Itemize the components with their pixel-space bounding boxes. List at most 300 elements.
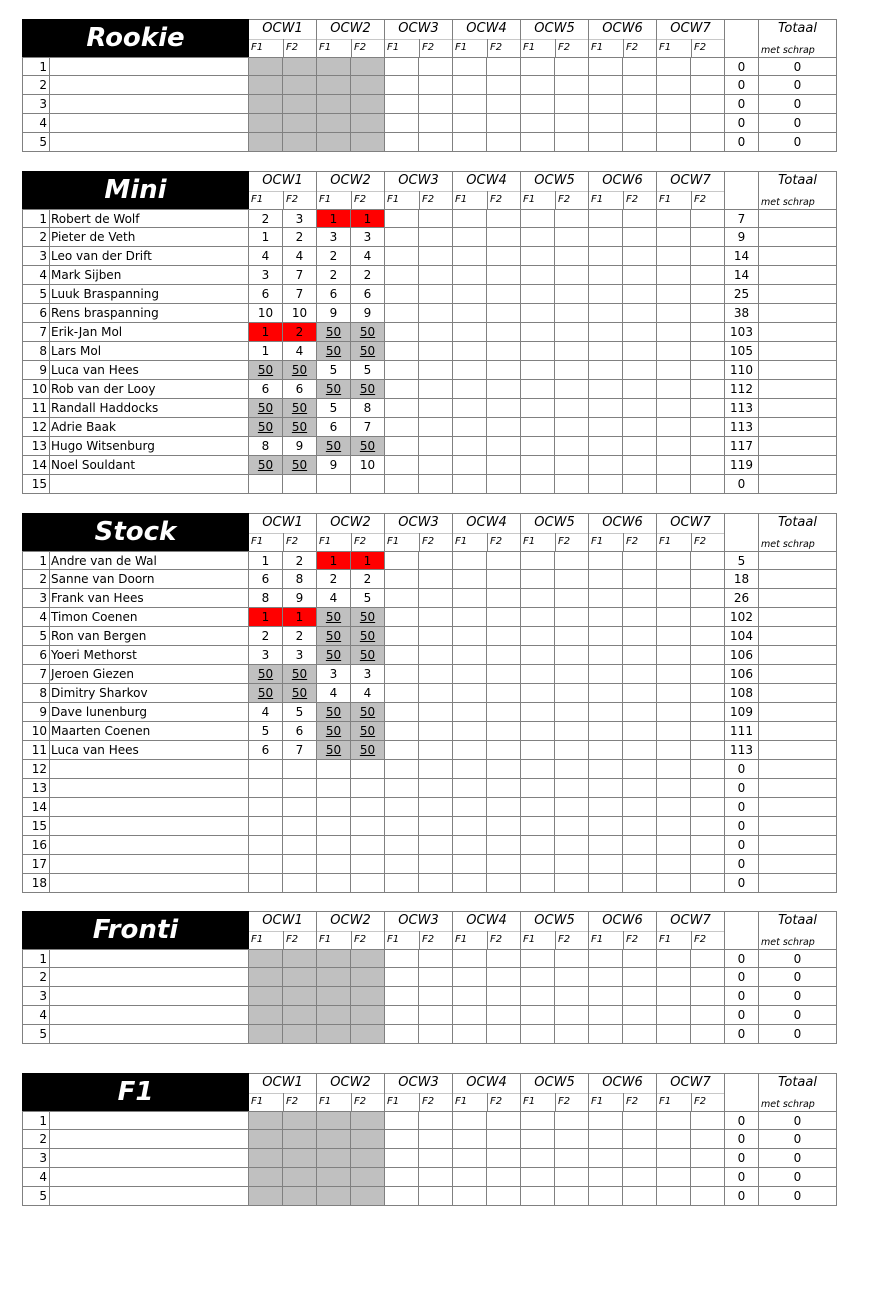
score-cell[interactable]: [487, 114, 521, 133]
score-cell[interactable]: [419, 684, 453, 703]
score-cell[interactable]: [589, 741, 623, 760]
score-cell[interactable]: [249, 114, 283, 133]
score-cell[interactable]: [623, 798, 657, 817]
score-cell[interactable]: [419, 228, 453, 247]
driver-name[interactable]: [50, 760, 249, 779]
score-cell[interactable]: [385, 133, 419, 152]
score-cell[interactable]: 2: [249, 627, 283, 646]
score-cell[interactable]: 50: [249, 361, 283, 380]
driver-name[interactable]: [50, 874, 249, 893]
score-cell[interactable]: [453, 589, 487, 608]
driver-name[interactable]: [50, 114, 249, 133]
score-cell[interactable]: [555, 760, 589, 779]
driver-name[interactable]: Lars Mol: [50, 342, 249, 361]
score-cell[interactable]: [283, 114, 317, 133]
score-cell[interactable]: [283, 817, 317, 836]
score-cell[interactable]: [521, 133, 555, 152]
score-cell[interactable]: [385, 798, 419, 817]
score-cell[interactable]: [283, 760, 317, 779]
score-cell[interactable]: [657, 779, 691, 798]
score-cell[interactable]: [249, 133, 283, 152]
score-cell[interactable]: [453, 475, 487, 494]
score-cell[interactable]: [521, 608, 555, 627]
score-cell[interactable]: [691, 304, 725, 323]
score-cell[interactable]: 1: [249, 342, 283, 361]
score-cell[interactable]: [555, 114, 589, 133]
score-cell[interactable]: [317, 987, 351, 1006]
driver-name[interactable]: Adrie Baak: [50, 418, 249, 437]
score-cell[interactable]: [691, 76, 725, 95]
score-cell[interactable]: [555, 817, 589, 836]
score-cell[interactable]: 50: [351, 627, 385, 646]
score-cell[interactable]: 4: [249, 247, 283, 266]
score-cell[interactable]: [487, 722, 521, 741]
score-cell[interactable]: [453, 1149, 487, 1168]
score-cell[interactable]: [521, 1149, 555, 1168]
score-cell[interactable]: 4: [283, 342, 317, 361]
score-cell[interactable]: [691, 209, 725, 228]
score-cell[interactable]: [657, 665, 691, 684]
driver-name[interactable]: Noel Souldant: [50, 456, 249, 475]
score-cell[interactable]: [691, 57, 725, 76]
score-cell[interactable]: [521, 779, 555, 798]
score-cell[interactable]: 6: [249, 741, 283, 760]
score-cell[interactable]: 1: [351, 551, 385, 570]
score-cell[interactable]: [555, 437, 589, 456]
score-cell[interactable]: [249, 949, 283, 968]
score-cell[interactable]: [351, 76, 385, 95]
score-cell[interactable]: [589, 266, 623, 285]
score-cell[interactable]: [589, 779, 623, 798]
score-cell[interactable]: [317, 1168, 351, 1187]
score-cell[interactable]: [249, 76, 283, 95]
score-cell[interactable]: [623, 836, 657, 855]
score-cell[interactable]: [555, 779, 589, 798]
score-cell[interactable]: [691, 418, 725, 437]
score-cell[interactable]: [623, 418, 657, 437]
score-cell[interactable]: [283, 1168, 317, 1187]
score-cell[interactable]: [555, 342, 589, 361]
score-cell[interactable]: [657, 760, 691, 779]
score-cell[interactable]: [657, 855, 691, 874]
score-cell[interactable]: [589, 95, 623, 114]
score-cell[interactable]: [487, 608, 521, 627]
score-cell[interactable]: [487, 1111, 521, 1130]
score-cell[interactable]: [419, 1149, 453, 1168]
score-cell[interactable]: [487, 589, 521, 608]
score-cell[interactable]: [657, 703, 691, 722]
score-cell[interactable]: [419, 285, 453, 304]
score-cell[interactable]: [691, 551, 725, 570]
score-cell[interactable]: [555, 949, 589, 968]
score-cell[interactable]: [487, 323, 521, 342]
score-cell[interactable]: 50: [317, 627, 351, 646]
score-cell[interactable]: [487, 57, 521, 76]
score-cell[interactable]: [691, 968, 725, 987]
score-cell[interactable]: [623, 665, 657, 684]
score-cell[interactable]: [351, 968, 385, 987]
score-cell[interactable]: [589, 874, 623, 893]
score-cell[interactable]: [487, 304, 521, 323]
driver-name[interactable]: [50, 1025, 249, 1044]
score-cell[interactable]: 50: [317, 342, 351, 361]
score-cell[interactable]: [589, 684, 623, 703]
driver-name[interactable]: Andre van de Wal: [50, 551, 249, 570]
score-cell[interactable]: [657, 722, 691, 741]
score-cell[interactable]: [521, 418, 555, 437]
score-cell[interactable]: 7: [283, 285, 317, 304]
score-cell[interactable]: [589, 1006, 623, 1025]
score-cell[interactable]: [453, 968, 487, 987]
score-cell[interactable]: [283, 1130, 317, 1149]
score-cell[interactable]: [317, 114, 351, 133]
score-cell[interactable]: 3: [283, 209, 317, 228]
score-cell[interactable]: [521, 437, 555, 456]
score-cell[interactable]: [351, 949, 385, 968]
score-cell[interactable]: 50: [351, 741, 385, 760]
score-cell[interactable]: [385, 968, 419, 987]
score-cell[interactable]: [691, 323, 725, 342]
score-cell[interactable]: [453, 949, 487, 968]
score-cell[interactable]: [351, 987, 385, 1006]
score-cell[interactable]: [691, 266, 725, 285]
score-cell[interactable]: [657, 817, 691, 836]
score-cell[interactable]: 50: [249, 456, 283, 475]
score-cell[interactable]: [385, 1187, 419, 1206]
score-cell[interactable]: 50: [283, 418, 317, 437]
score-cell[interactable]: [385, 779, 419, 798]
score-cell[interactable]: [419, 1168, 453, 1187]
driver-name[interactable]: Rens braspanning: [50, 304, 249, 323]
score-cell[interactable]: [623, 684, 657, 703]
score-cell[interactable]: [487, 627, 521, 646]
score-cell[interactable]: [419, 589, 453, 608]
score-cell[interactable]: [521, 836, 555, 855]
score-cell[interactable]: [283, 968, 317, 987]
score-cell[interactable]: [487, 437, 521, 456]
score-cell[interactable]: [691, 342, 725, 361]
score-cell[interactable]: [487, 684, 521, 703]
score-cell[interactable]: [555, 323, 589, 342]
score-cell[interactable]: [589, 627, 623, 646]
score-cell[interactable]: 50: [317, 323, 351, 342]
score-cell[interactable]: [385, 247, 419, 266]
score-cell[interactable]: 6: [283, 380, 317, 399]
score-cell[interactable]: [453, 418, 487, 437]
score-cell[interactable]: [555, 627, 589, 646]
score-cell[interactable]: 6: [317, 285, 351, 304]
score-cell[interactable]: [249, 95, 283, 114]
score-cell[interactable]: [317, 798, 351, 817]
score-cell[interactable]: [555, 722, 589, 741]
score-cell[interactable]: [657, 361, 691, 380]
score-cell[interactable]: [589, 987, 623, 1006]
score-cell[interactable]: [657, 95, 691, 114]
score-cell[interactable]: [623, 57, 657, 76]
score-cell[interactable]: [487, 1149, 521, 1168]
score-cell[interactable]: 5: [351, 361, 385, 380]
score-cell[interactable]: 2: [283, 323, 317, 342]
score-cell[interactable]: [487, 285, 521, 304]
score-cell[interactable]: [487, 475, 521, 494]
driver-name[interactable]: [50, 76, 249, 95]
score-cell[interactable]: [623, 1025, 657, 1044]
driver-name[interactable]: [50, 1111, 249, 1130]
score-cell[interactable]: [385, 589, 419, 608]
score-cell[interactable]: [657, 627, 691, 646]
score-cell[interactable]: [487, 418, 521, 437]
score-cell[interactable]: [589, 665, 623, 684]
score-cell[interactable]: [691, 741, 725, 760]
score-cell[interactable]: [419, 323, 453, 342]
score-cell[interactable]: [453, 247, 487, 266]
score-cell[interactable]: [589, 133, 623, 152]
score-cell[interactable]: [691, 1111, 725, 1130]
score-cell[interactable]: [623, 722, 657, 741]
driver-name[interactable]: Erik-Jan Mol: [50, 323, 249, 342]
score-cell[interactable]: [419, 76, 453, 95]
score-cell[interactable]: [623, 76, 657, 95]
score-cell[interactable]: 2: [351, 266, 385, 285]
score-cell[interactable]: 6: [317, 418, 351, 437]
score-cell[interactable]: [317, 1111, 351, 1130]
score-cell[interactable]: 50: [283, 361, 317, 380]
score-cell[interactable]: [691, 133, 725, 152]
score-cell[interactable]: [487, 266, 521, 285]
score-cell[interactable]: [453, 703, 487, 722]
score-cell[interactable]: [555, 1187, 589, 1206]
score-cell[interactable]: [453, 76, 487, 95]
score-cell[interactable]: [691, 703, 725, 722]
score-cell[interactable]: [555, 646, 589, 665]
score-cell[interactable]: [385, 228, 419, 247]
score-cell[interactable]: [521, 266, 555, 285]
score-cell[interactable]: [317, 1187, 351, 1206]
score-cell[interactable]: [317, 57, 351, 76]
score-cell[interactable]: [385, 418, 419, 437]
score-cell[interactable]: [419, 209, 453, 228]
score-cell[interactable]: [419, 57, 453, 76]
score-cell[interactable]: [453, 228, 487, 247]
score-cell[interactable]: [623, 703, 657, 722]
score-cell[interactable]: [385, 741, 419, 760]
score-cell[interactable]: [521, 1025, 555, 1044]
score-cell[interactable]: [249, 817, 283, 836]
score-cell[interactable]: 8: [351, 399, 385, 418]
score-cell[interactable]: [419, 949, 453, 968]
score-cell[interactable]: [657, 684, 691, 703]
score-cell[interactable]: [691, 456, 725, 475]
score-cell[interactable]: [691, 817, 725, 836]
score-cell[interactable]: [385, 1168, 419, 1187]
score-cell[interactable]: 4: [351, 684, 385, 703]
score-cell[interactable]: [453, 551, 487, 570]
score-cell[interactable]: [419, 722, 453, 741]
score-cell[interactable]: [487, 1168, 521, 1187]
score-cell[interactable]: 5: [317, 361, 351, 380]
score-cell[interactable]: [657, 1006, 691, 1025]
score-cell[interactable]: [249, 968, 283, 987]
score-cell[interactable]: [691, 987, 725, 1006]
score-cell[interactable]: 6: [249, 380, 283, 399]
score-cell[interactable]: [691, 380, 725, 399]
score-cell[interactable]: [589, 551, 623, 570]
score-cell[interactable]: [521, 285, 555, 304]
score-cell[interactable]: 2: [317, 266, 351, 285]
score-cell[interactable]: [555, 608, 589, 627]
score-cell[interactable]: [589, 949, 623, 968]
score-cell[interactable]: [521, 627, 555, 646]
score-cell[interactable]: [419, 836, 453, 855]
score-cell[interactable]: [657, 247, 691, 266]
score-cell[interactable]: [419, 114, 453, 133]
score-cell[interactable]: [657, 1025, 691, 1044]
score-cell[interactable]: [623, 209, 657, 228]
score-cell[interactable]: [351, 114, 385, 133]
score-cell[interactable]: [317, 779, 351, 798]
score-cell[interactable]: [555, 741, 589, 760]
score-cell[interactable]: [351, 475, 385, 494]
score-cell[interactable]: [351, 760, 385, 779]
score-cell[interactable]: [691, 836, 725, 855]
score-cell[interactable]: [249, 836, 283, 855]
score-cell[interactable]: 4: [249, 703, 283, 722]
score-cell[interactable]: [657, 475, 691, 494]
score-cell[interactable]: [623, 1187, 657, 1206]
score-cell[interactable]: [521, 646, 555, 665]
score-cell[interactable]: [453, 760, 487, 779]
score-cell[interactable]: [589, 968, 623, 987]
score-cell[interactable]: [623, 1006, 657, 1025]
score-cell[interactable]: [623, 342, 657, 361]
score-cell[interactable]: 2: [351, 570, 385, 589]
score-cell[interactable]: [691, 760, 725, 779]
score-cell[interactable]: [657, 1149, 691, 1168]
score-cell[interactable]: [385, 646, 419, 665]
score-cell[interactable]: [317, 133, 351, 152]
score-cell[interactable]: [487, 741, 521, 760]
score-cell[interactable]: 3: [351, 228, 385, 247]
score-cell[interactable]: [691, 1130, 725, 1149]
score-cell[interactable]: 2: [317, 570, 351, 589]
score-cell[interactable]: [317, 475, 351, 494]
score-cell[interactable]: [317, 1130, 351, 1149]
score-cell[interactable]: [385, 987, 419, 1006]
score-cell[interactable]: [589, 209, 623, 228]
score-cell[interactable]: [419, 266, 453, 285]
score-cell[interactable]: [385, 684, 419, 703]
score-cell[interactable]: 50: [249, 418, 283, 437]
score-cell[interactable]: [453, 266, 487, 285]
score-cell[interactable]: [623, 228, 657, 247]
score-cell[interactable]: [555, 361, 589, 380]
score-cell[interactable]: [521, 114, 555, 133]
score-cell[interactable]: [555, 247, 589, 266]
score-cell[interactable]: [385, 342, 419, 361]
score-cell[interactable]: [589, 589, 623, 608]
score-cell[interactable]: [657, 285, 691, 304]
score-cell[interactable]: [419, 1006, 453, 1025]
score-cell[interactable]: [589, 418, 623, 437]
score-cell[interactable]: 50: [283, 456, 317, 475]
score-cell[interactable]: [623, 247, 657, 266]
score-cell[interactable]: [317, 968, 351, 987]
score-cell[interactable]: [453, 437, 487, 456]
score-cell[interactable]: [657, 1111, 691, 1130]
score-cell[interactable]: [351, 779, 385, 798]
score-cell[interactable]: [555, 855, 589, 874]
score-cell[interactable]: [589, 304, 623, 323]
score-cell[interactable]: [385, 456, 419, 475]
score-cell[interactable]: 6: [249, 570, 283, 589]
score-cell[interactable]: 50: [317, 437, 351, 456]
score-cell[interactable]: 4: [317, 684, 351, 703]
driver-name[interactable]: Luca van Hees: [50, 361, 249, 380]
score-cell[interactable]: [419, 627, 453, 646]
score-cell[interactable]: [487, 1130, 521, 1149]
score-cell[interactable]: 9: [317, 456, 351, 475]
score-cell[interactable]: [385, 1006, 419, 1025]
score-cell[interactable]: [555, 987, 589, 1006]
score-cell[interactable]: [521, 456, 555, 475]
driver-name[interactable]: [50, 1130, 249, 1149]
score-cell[interactable]: [555, 228, 589, 247]
score-cell[interactable]: [487, 779, 521, 798]
score-cell[interactable]: [691, 722, 725, 741]
score-cell[interactable]: [691, 665, 725, 684]
score-cell[interactable]: [351, 1111, 385, 1130]
driver-name[interactable]: [50, 817, 249, 836]
score-cell[interactable]: [453, 380, 487, 399]
driver-name[interactable]: [50, 798, 249, 817]
score-cell[interactable]: [419, 437, 453, 456]
score-cell[interactable]: [555, 1168, 589, 1187]
score-cell[interactable]: [487, 798, 521, 817]
score-cell[interactable]: [623, 949, 657, 968]
score-cell[interactable]: [691, 608, 725, 627]
score-cell[interactable]: [555, 1149, 589, 1168]
score-cell[interactable]: [589, 703, 623, 722]
score-cell[interactable]: [283, 987, 317, 1006]
score-cell[interactable]: [691, 684, 725, 703]
score-cell[interactable]: [487, 76, 521, 95]
score-cell[interactable]: [623, 741, 657, 760]
score-cell[interactable]: 50: [283, 665, 317, 684]
score-cell[interactable]: [691, 361, 725, 380]
score-cell[interactable]: [623, 589, 657, 608]
score-cell[interactable]: [623, 627, 657, 646]
driver-name[interactable]: Robert de Wolf: [50, 209, 249, 228]
score-cell[interactable]: [521, 589, 555, 608]
score-cell[interactable]: 50: [283, 684, 317, 703]
driver-name[interactable]: [50, 968, 249, 987]
score-cell[interactable]: [351, 1149, 385, 1168]
score-cell[interactable]: 9: [317, 304, 351, 323]
score-cell[interactable]: [657, 570, 691, 589]
score-cell[interactable]: 50: [351, 722, 385, 741]
score-cell[interactable]: [385, 836, 419, 855]
score-cell[interactable]: [283, 874, 317, 893]
score-cell[interactable]: [589, 646, 623, 665]
score-cell[interactable]: [385, 1025, 419, 1044]
score-cell[interactable]: [453, 855, 487, 874]
score-cell[interactable]: 2: [249, 209, 283, 228]
score-cell[interactable]: 50: [317, 703, 351, 722]
score-cell[interactable]: [453, 1168, 487, 1187]
score-cell[interactable]: [249, 57, 283, 76]
score-cell[interactable]: [657, 1187, 691, 1206]
score-cell[interactable]: [589, 1025, 623, 1044]
